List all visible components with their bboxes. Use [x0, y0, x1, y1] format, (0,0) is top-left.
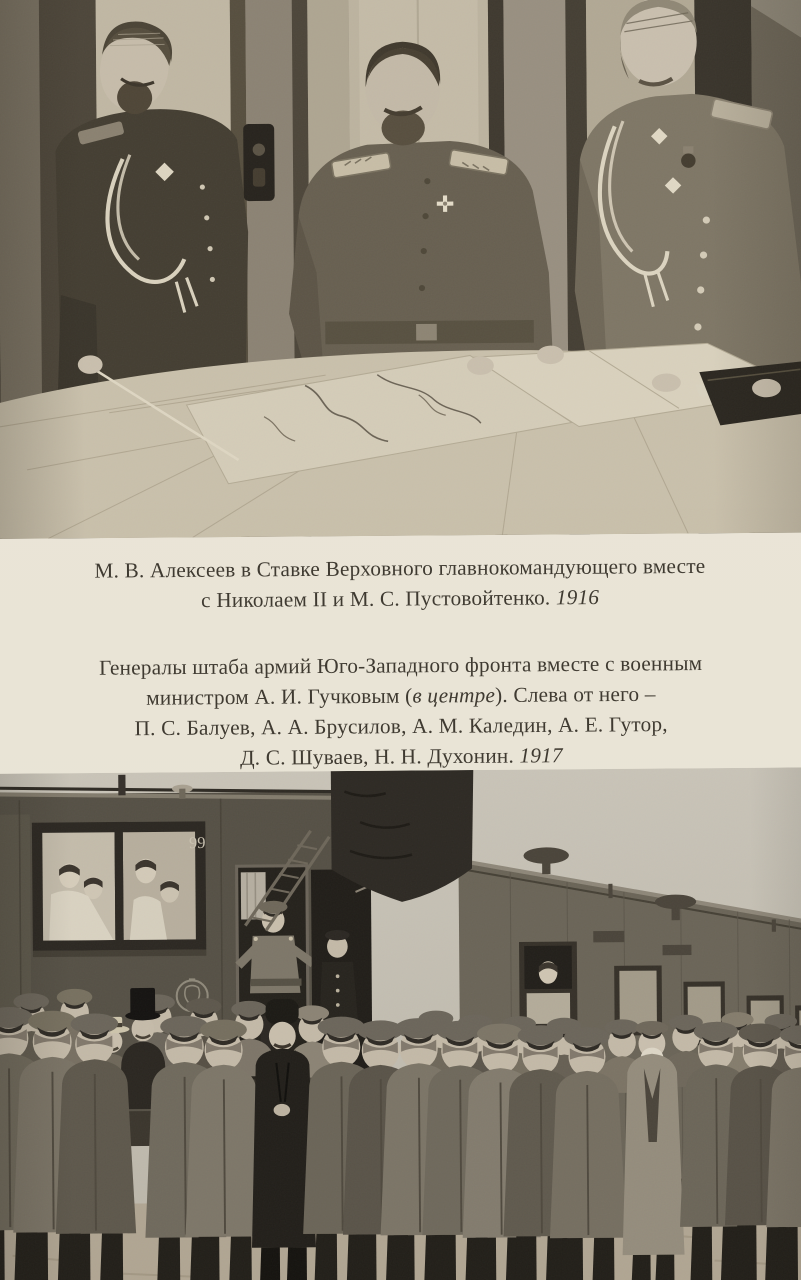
caption1-year: 1916 — [555, 584, 600, 610]
caption2-line1: Генералы штаба армий Юго-Западного фронта вместе с военным — [99, 650, 703, 680]
photo-train-1917 — [0, 767, 801, 1280]
caption2-line2-italic: в центре — [412, 682, 496, 708]
captions-block — [0, 533, 801, 774]
caption2-year: 1917 — [519, 742, 563, 768]
caption2-line2-post: ). Слева от него – — [494, 681, 656, 708]
caption1-line2: с Николаем II и М. С. Пустовойтенко. — [201, 585, 551, 613]
caption-photo-train — [0, 610, 801, 774]
caption-photo-stavka — [0, 533, 801, 617]
caption2-line2-pre: министром А. И. Гучковым ( — [146, 683, 413, 710]
caption1-line1: М. В. Алексеев в Ставке Верховного главнокомандующего вместе — [94, 553, 706, 583]
caption2-line3: П. С. Балуев, А. А. Брусилов, А. М. Каледин, А. Е. Гутор, — [134, 711, 668, 741]
photo-stavka-1916 — [0, 0, 801, 539]
caption2-line4: Д. С. Шуваев, Н. Н. Духонин. — [239, 743, 515, 770]
